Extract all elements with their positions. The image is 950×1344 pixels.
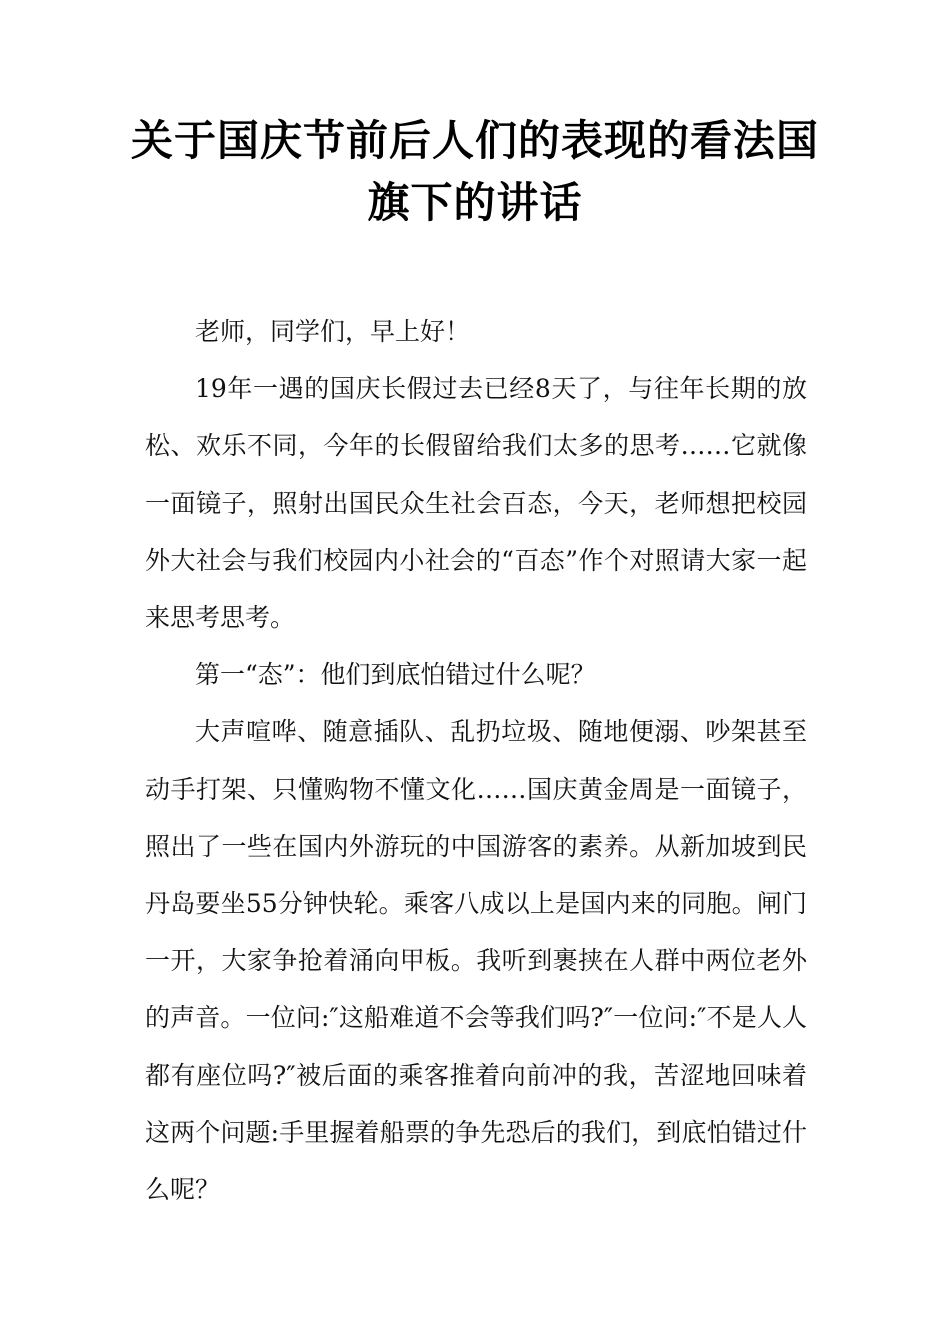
document-body xyxy=(145,303,807,1218)
paragraph-greeting: 老师，同学们，早上好！ xyxy=(195,317,471,346)
document-title: 关于国庆节前后人们的表现的看法国旗下的讲话 xyxy=(130,116,819,227)
paragraph-section-heading: 第一“态”：他们到底怕错过什么呢？ xyxy=(195,660,596,690)
paragraph-intro: 19年一遇的国庆长假过去已经8天了，与往年长期的放松、欢乐不同，今年的长假留给我们太多的思考……它就像一面镜子，照射出国民众生社会百态，今天，老师想把校园外大社会与我们校园内小社会的“百态”作个对照请大家一起来思考思考。 xyxy=(145,374,807,633)
paragraph-body: 大声喧哗、随意插队、乱扔垃圾、随地便溺、吵架甚至动手打架、只懂购物不懂文化……国庆黄金周是一面镜子，照出了一些在国内外游玩的中国游客的素养。从新加坡到民丹岛要坐55分钟快轮。乘客八成以上是国内来的同胞。闸门一开，大家争抢着涌向甲板。我听到裹挟在人群中两位老外的声音。一位问:″这船难道不会等我们吗?″一位问:″不是人人都有座位吗?″被后面的乘客推着向前冲的我，苦涩地回味着这两个问题:手里握着船票的争先恐后的我们，到底怕错过什么呢？ xyxy=(145,717,807,1205)
